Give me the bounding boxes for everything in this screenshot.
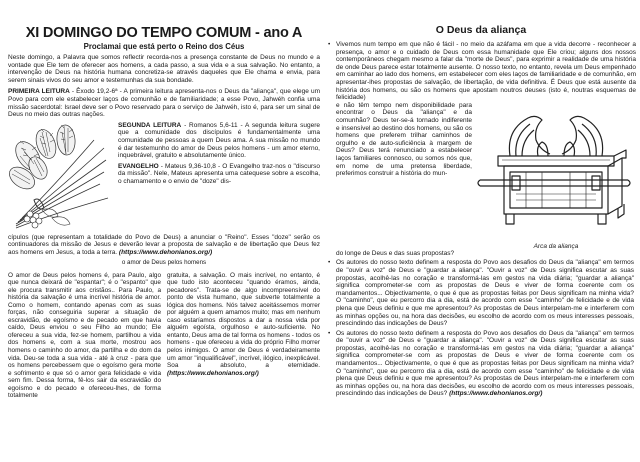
ark-caption: Arca da aliança (533, 242, 579, 250)
bullet-1 (328, 41, 634, 257)
ark-of-covenant-icon (476, 110, 636, 242)
love-column-1 (8, 272, 161, 400)
second-and-gospel-block (118, 122, 320, 186)
love-section (8, 272, 320, 400)
bullet-3-wrap (336, 330, 634, 398)
page-subtitle: Proclamai que está perto o Reino dos Céus (83, 42, 245, 51)
intro-paragraph: Neste domingo, a Palavra que somos reflectir recorda-nos a presença constante de Deus no mundo e a vontade que Ele tem de oferecer aos homens, a cada passo, a sua vida e a sua salvação. No entanto, a intervenção de Deus na história humana concretiza-se através daqueles que Ele chama e envia, para serem sinais vivos do seu amor e testemunhas da sua bondade. (8, 54, 320, 84)
bullet-1-side: e não têm tempo nem disponibilidade para encontrar o Deus da "aliança" e da comunhão? Deus ter-se-á tornado indiferente e insensível ao destino dos homens, ou são os homens que preferem trilhar caminhos de orgulho e de auto-suficiência à margem de Deus? Deus terá renunciado a estabelecer laços familiares connosco, ou somos nós que, em nome de uma pretensa liberdade, preferimos construir a história do mun- (336, 101, 472, 178)
bullet-2-text: Os autores do nosso texto definem a resposta do Povo aos desafios do Deus da "aliança" em termos de "ouvir a voz" de Deus e "guardar a aliança". "Ouvir a voz" de Deus significa escutar as suas propostas, acolhê-las no coração e transformá-las em gestos na vida diária; "guardar a aliança" significa comprometer-se com as propostas de Deus e viver de forma coerente com os mandamentos... Objectivamente, o que é que as propostas feitas por Deus significam na minha vida? O "caminho", que eu percorro dia a dia, está de acordo com esse "caminho" de felicidade e de vida plena que Deus definiu e que me apresentou? As propostas de Deus interpelam-me e interferem com as minhas opções ou, na hora das decisões, eu escolho de acordo com os meus interesses pessoais, prescindindo das indicações de Deus? (336, 259, 634, 328)
wheat-sheaf-icon (8, 122, 113, 234)
love-text-2-wrap (167, 272, 320, 378)
readings-with-illustration (8, 122, 320, 234)
second-reading-label: SEGUNDA LEITURA (118, 121, 182, 129)
first-reading-text: - Êxodo 19,2-6ª - A primeira leitura apresenta-nos o Deus da "aliança", que elege um Povo para com ele estabelecer laços de comunhão e de familiaridade; a esse Povo, Jahwéh confia uma missão sacerdotal: Israel deve ser o Povo reservado para o serviço de Jahwéh, isto é, para ser um sinal de Deus no meio das outras nações. (8, 88, 321, 119)
aside-source-link[interactable]: (https://www.dehonianos.org/) (449, 390, 543, 398)
gospel-text-start: - Mateus 9,36-10,8 - O Evangelho traz-nos o "discurso da missão". Nele, Mateus apresenta uma catequese sobre a escolha, o chamamento e o envio de "doze" dis- (118, 162, 320, 185)
left-column (8, 4, 320, 400)
first-reading (8, 88, 320, 118)
second-reading-text: - Romanos 5,6-11 - A segunda leitura sugere que a comunidade dos discípulos é fundamentalmente uma comunidade de pessoas a quem Deus ama. A sua missão no mundo é dar testemunho do amor de Deus pelos homens - um amor eterno, inquebrável, gratuito e absolutamente único. (118, 121, 320, 160)
love-text-1: O amor de Deus pelos homens é, para Paulo, algo que nunca deixará de "espantar"; é o "espanto" que ele procura transmitir aos cristãos.. Para Paulo, a história da salvação é uma incrível história de amor. Como o homem, contando apenas com as suas forças, não conseguiria superar a situação de escravidão, de egoísmo e de pecado em que havia caído, Deus enviou o seu Filho ao mundo; Ele ofereceu a sua vida, fez-se homem, partilhou a vida dos homens e, com a sua morte, mostrou aos homens o caminho do amor, da partilha e do dom da vida. Deu-se toda a sua vida - até à cruz - para que os homens percebessem que o egoísmo gera morte e sofrimento e que só o amor gera felicidade e vida sem fim. Dessa forma, fê-los sair da escravidão do egoísmo e do pecado e ofereceu-lhes, de forma totalmente (8, 271, 161, 400)
bullet-3 (328, 330, 634, 398)
right-column (328, 4, 634, 400)
gospel-reading-end (8, 234, 320, 257)
first-reading-label: PRIMEIRA LEITURA (8, 88, 70, 96)
wheat-illustration (8, 122, 113, 234)
second-reading (118, 122, 320, 160)
gospel-source-link[interactable]: (https://www.dehonianos.org/) (118, 248, 213, 256)
gospel-reading-start (118, 163, 320, 186)
love-source-link[interactable]: (https://www.dehonianos.org/) (167, 369, 259, 377)
bullet-3-text: Os autores do nosso texto definem a resposta do Povo aos desafios do Deus da "aliança" em termos de "ouvir a voz" de Deus e "guardar a aliança". "Ouvir a voz" de Deus significa escutar as suas propostas, acolhê-las no coração e transformá-las em gestos na vida diária; "guardar a aliança" significa comprometer-se com as propostas de Deus e viver de forma coerente com os mandamentos... Objectivamente, o que é que as propostas feitas por Deus significam na minha vida? O "caminho", que eu percorro dia a dia, está de acordo com esse "caminho" de felicidade e de vida plena que Deus definiu e que me apresentou? As propostas de Deus interpelam-me e interferem com as minhas opções ou, na hora das decisões, eu escolho de acordo com os meus interesses pessoais, prescindindo das indicações de Deus? (336, 329, 634, 398)
bullet-dot: • (328, 329, 331, 337)
ark-side-text-wrap (336, 102, 472, 178)
gospel-text-end: cípulos (que representam a totalidade do Povo de Deus) a anunciar o "Reino". Esses "doze" serão os continuadores da missão de Jesus e deverão levar a proposta de salvação e de libertação que Deus fez aos homens em Jesus, a toda a terra. (8, 233, 320, 256)
page-title: XI DOMINGO DO TEMPO COMUM - ano A (25, 25, 303, 41)
aside-title: O Deus da aliança (435, 24, 527, 36)
bullet-1-end: do longe de Deus e das suas propostas? (336, 249, 455, 257)
love-column-2 (167, 272, 320, 400)
ark-figure (476, 102, 636, 250)
bullet-dot: • (328, 41, 331, 48)
section-caption: o amor de Deus pelos homens (121, 258, 207, 266)
bullet-1-top: Vivemos num tempo em que não é fácil - no meio da azáfama em que a vida decorre - reconhecer a presença, o amor e o cuidado de Deus com essa humanidade que Ele criou; alguns dos nossos contemporâneos chegam mesmo a falar da "morte de Deus", para exprimir a realidade de uma história de onde Deus parece estar totalmente ausente. O nosso texto, no entanto, revela um Deus empenhado em caminhar ao lado dos homens, em estabelecer com eles laços de familiaridade e de comunhão, em apresentar-lhes propostas de salvação, de libertação, de vida definitiva. É Deus que está ausente da história dos homens, ou são os homens que apostam noutros deuses (isto é, noutras esquemas de felicidade) (336, 41, 636, 102)
love-text-2: gratuita, a salvação. O mais incrível, no entanto, é que tudo isto aconteceu "quando éramos, ainda, pecadores". Trata-se de algo incompreensível do ponto de vista humano, que subverte totalmente a lógica dos homens. Nós talvez aceitássemos morrer por alguém a quem amamos muito; mas em nenhum caso estaríamos dispostos a dar a nossa vida por alguém egoísta, orgulhoso e auto-suficiente. No entanto, Deus ama de tal forma os homens - todos os homens - que ofereceu a vida do próprio Filho morrer pelos inimigos. O amor de Deus é verdadeiramente um amor "inqualificável", incrível, ilógico, inexplicável. Soa a absoluto, a eternidade. (167, 271, 320, 370)
gospel-label: EVANGELHO (118, 162, 159, 170)
bullet-2 (328, 259, 634, 327)
ark-row (336, 102, 636, 250)
bullet-dot: • (328, 259, 331, 267)
